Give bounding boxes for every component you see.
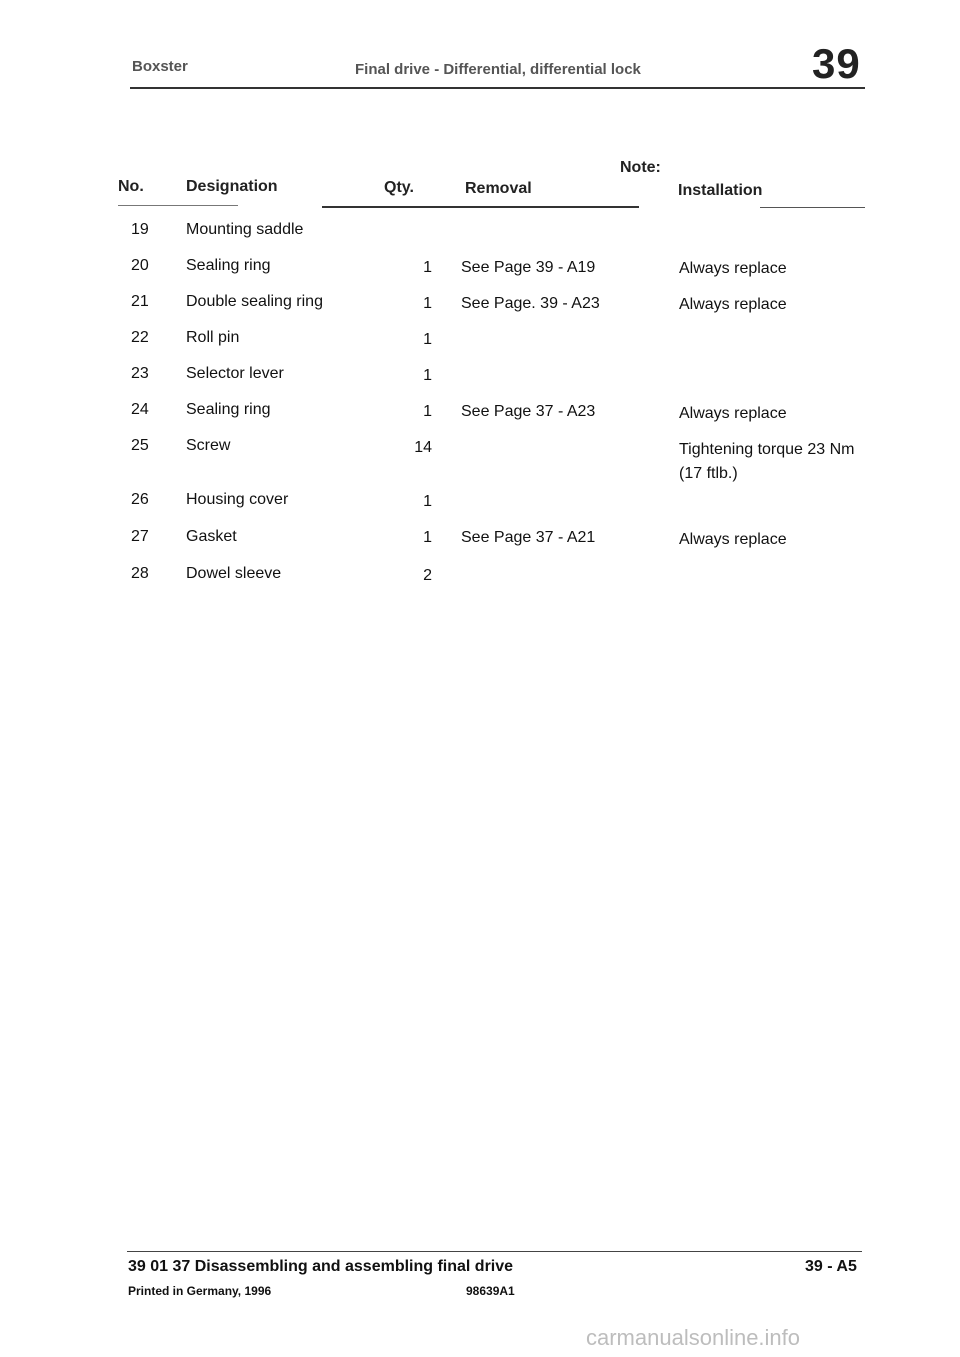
footer-printed: Printed in Germany, 1996 [128,1284,272,1298]
row-number: 22 [131,329,149,346]
footer-rule [127,1251,862,1252]
row-designation: Sealing ring [186,257,271,274]
row-number: 25 [131,437,149,454]
column-header-no: No. [118,178,144,195]
row-designation: Screw [186,437,231,454]
row-designation: Gasket [186,528,237,545]
row-designation: Dowel sleeve [186,565,282,582]
column-header-installation: Installation [678,182,763,199]
header-rule [130,87,865,89]
row-installation: Always replace [679,260,787,277]
column-header-removal: Removal [465,180,532,197]
row-qty: 1 [423,331,432,348]
row-designation: Roll pin [186,329,240,346]
row-number: 26 [131,491,149,508]
table-row [0,401,960,431]
row-installation: Always replace [679,296,787,313]
header-underline-right [760,207,865,208]
row-qty: 1 [423,295,432,312]
row-removal: See Page. 39 - A23 [461,295,600,312]
row-qty: 1 [423,367,432,384]
row-designation: Selector lever [186,365,284,382]
table-row [0,329,960,359]
footer-section-title: 39 01 37 Disassembling and assembling final drive [128,1258,514,1275]
row-designation: Mounting saddle [186,221,304,238]
header-title: Final drive - Differential, differential lock [355,61,641,78]
table-row [0,437,960,491]
row-installation-continued: (17 ftlb.) [679,465,738,482]
row-qty: 14 [414,439,432,456]
row-number: 28 [131,565,149,582]
row-number: 24 [131,401,149,418]
table-row [0,565,960,595]
row-number: 20 [131,257,149,274]
row-removal: See Page 37 - A23 [461,403,596,420]
row-installation: Tightening torque 23 Nm [679,441,855,458]
row-qty: 1 [423,259,432,276]
row-number: 21 [131,293,149,310]
row-qty: 1 [423,403,432,420]
row-removal: See Page 37 - A21 [461,529,596,546]
header-brand: Boxster [132,58,188,75]
table-row [0,257,960,287]
footer-page-number: 39 - A5 [805,1258,857,1275]
footer-code: 98639A1 [466,1284,515,1298]
watermark: carmanualsonline.info [586,1325,801,1350]
row-installation: Always replace [679,405,787,422]
row-designation: Double sealing ring [186,293,323,310]
row-qty: 2 [423,567,432,584]
table-row [0,221,960,251]
column-header-qty: Qty. [384,179,414,196]
row-designation: Sealing ring [186,401,271,418]
header-underline-left [118,205,238,206]
table-row [0,491,960,521]
row-qty: 1 [423,529,432,546]
header-underline-middle [322,206,639,208]
table-row [0,528,960,558]
row-designation: Housing cover [186,491,289,508]
row-number: 19 [131,221,149,238]
row-qty: 1 [423,493,432,510]
table-row [0,365,960,395]
row-number: 23 [131,365,149,382]
row-removal: See Page 39 - A19 [461,259,596,276]
row-installation: Always replace [679,531,787,548]
table-row [0,293,960,323]
column-header-designation: Designation [186,178,278,195]
column-header-note: Note: [620,159,661,176]
chapter-number: 39 [812,40,861,87]
row-number: 27 [131,528,149,545]
